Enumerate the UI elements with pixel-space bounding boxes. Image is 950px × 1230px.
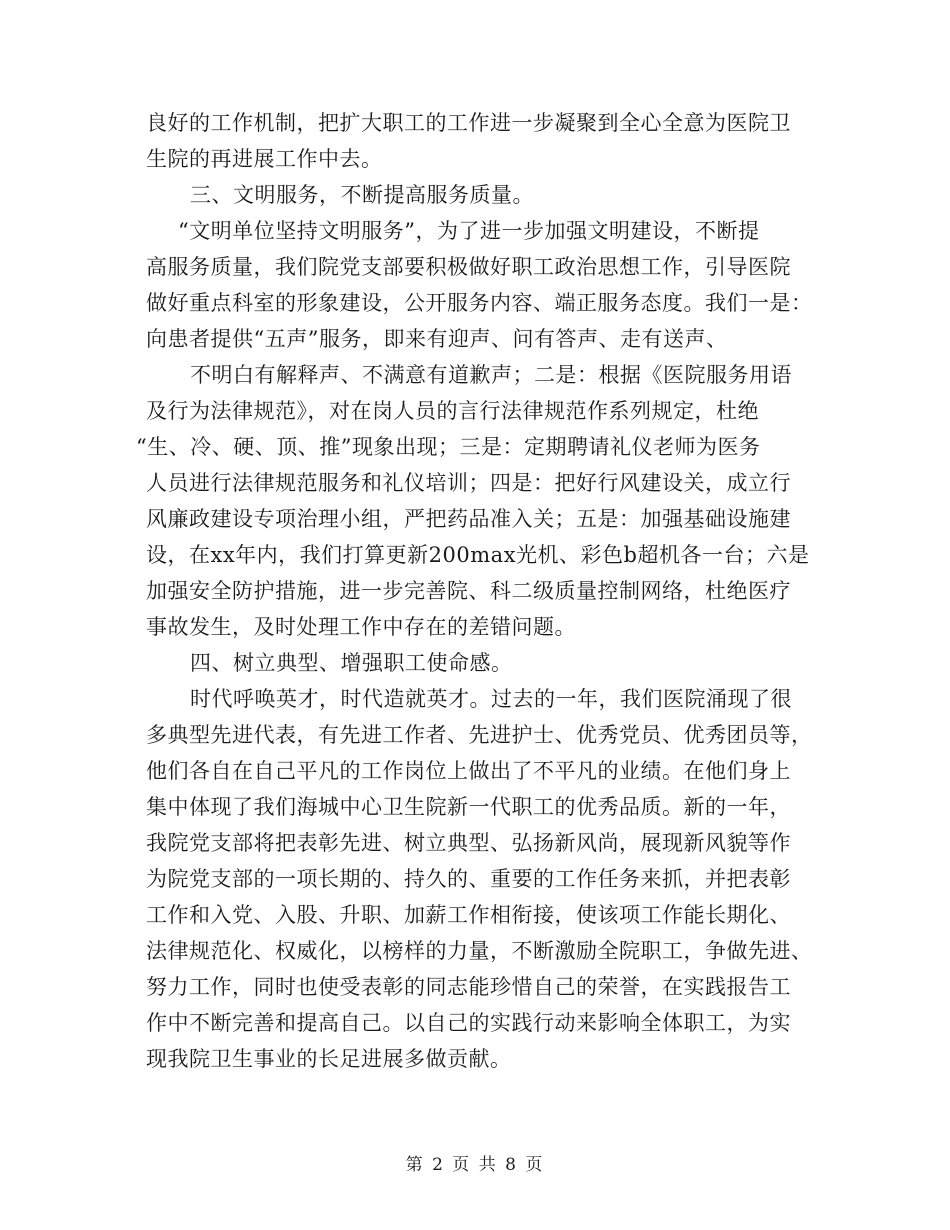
page-number-footer: 第 2 页 共 8 页 [405, 1155, 545, 1175]
text-line-7: 向患者提供“五声”服务，即来有迎声、问有答声、走有送声、 [146, 327, 728, 351]
section-heading-3: 三、文明服务，不断提高服务质量。 [190, 183, 534, 207]
text-line-22: 为院党支部的一项长期的、持久的、重要的工作任务来抓，并把表彰 [146, 867, 791, 891]
text-line-26: 作中不断完善和提高自己。以自己的实践行动来影响全体职工，为实 [146, 1011, 791, 1035]
text-line-19: 他们各自在自己平凡的工作岗位上做出了不平凡的业绩。在他们身上 [146, 759, 791, 783]
text-line-9: 及行为法律规范》，对在岗人员的言行法律规范作系列规定，杜绝 [146, 399, 759, 423]
text-line-18: 多典型先进代表，有先进工作者、先进护士、优秀党员、优秀团员等， [146, 723, 813, 747]
text-line-6: 做好重点科室的形象建设，公开服务内容、端正服务态度。我们一是： [146, 291, 813, 315]
text-line-25: 努力工作，同时也使受表彰的同志能珍惜自己的荣誉，在实践报告工 [146, 975, 791, 999]
text-line-13: 设，在xx年内，我们打算更新200max光机、彩色b超机各一台；六是 [146, 543, 810, 567]
text-line-5: 高服务质量，我们院党支部要积极做好职工政治思想工作，引导医院 [146, 255, 791, 279]
text-line-14: 加强安全防护措施，进一步完善院、科二级质量控制网络，杜绝医疗 [146, 579, 791, 603]
section-heading-16: 四、树立典型、增强职工使命感。 [190, 651, 513, 675]
text-line-21: 我院党支部将把表彰先进、树立典型、弘扬新风尚，展现新风貌等作 [146, 831, 791, 855]
text-line-2: 生院的再进展工作中去。 [146, 147, 383, 171]
text-line-27: 现我院卫生事业的长足进展多做贡献。 [146, 1047, 512, 1071]
text-line-1: 良好的工作机制，把扩大职工的工作进一步凝聚到全心全意为医院卫 [146, 111, 791, 135]
text-line-11: 人员进行法律规范服务和礼仪培训；四是：把好行风建设关，成立行 [146, 471, 791, 495]
text-line-20: 集中体现了我们海城中心卫生院新一代职工的优秀品质。新的一年， [146, 795, 791, 819]
text-line-15: 事故发生，及时处理工作中存在的差错问题。 [146, 615, 576, 639]
text-line-4: “文明单位坚持文明服务”，为了进一步加强文明建设，不断提 [178, 219, 760, 243]
text-line-17: 时代呼唤英才，时代造就英才。过去的一年，我们医院涌现了很 [190, 687, 792, 711]
text-line-10: “生、冷、硬、顶、推”现象出现；三是：定期聘请礼仪老师为医务 [136, 435, 761, 459]
text-line-23: 工作和入党、入股、升职、加薪工作相衔接，使该项工作能长期化、 [146, 903, 791, 927]
text-line-24: 法律规范化、权威化，以榜样的力量，不断激励全院职工，争做先进、 [146, 939, 813, 963]
text-line-12: 风廉政建设专项治理小组，严把药品准入关；五是：加强基础设施建 [146, 507, 791, 531]
text-line-8: 不明白有解释声、不满意有道歉声；二是：根据《医院服务用语 [190, 363, 792, 387]
